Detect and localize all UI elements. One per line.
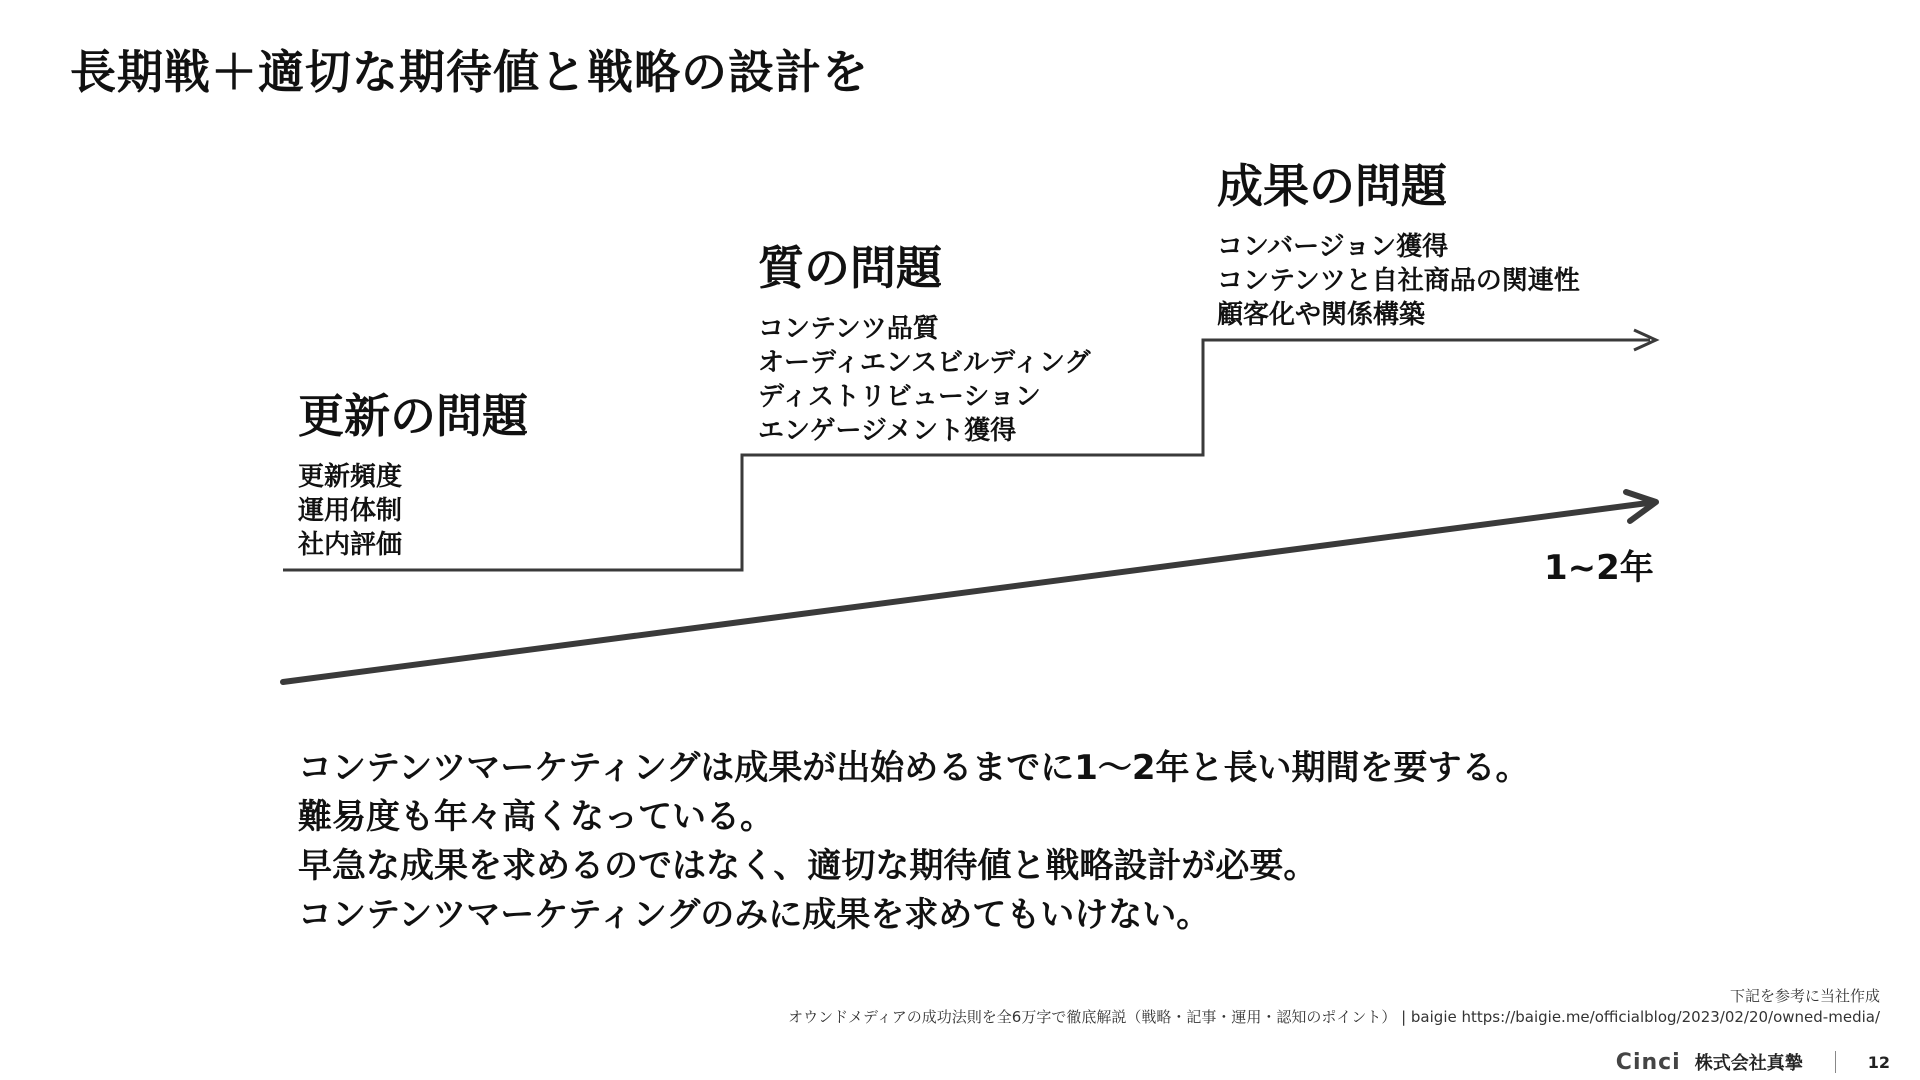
stage-items xyxy=(758,312,1091,448)
stage-item: コンテンツと自社商品の関連性 xyxy=(1217,266,1580,296)
stage-item: オーディエンスビルディング xyxy=(758,348,1091,378)
stage-item: 更新頻度 xyxy=(298,462,403,492)
period-label: 1~2年 xyxy=(1544,548,1654,588)
footer-divider xyxy=(1835,1051,1836,1073)
stage-title: 質の問題 xyxy=(758,241,942,295)
summary-line: 早急な成果を求めるのではなく、適切な期待値と戦略設計が必要。 xyxy=(298,846,1318,886)
stage-results xyxy=(1217,150,1580,332)
reference-note xyxy=(788,986,1880,1028)
summary-line: 難易度も年々高くなっている。 xyxy=(298,797,774,837)
stage-item: コンバージョン獲得 xyxy=(1217,232,1449,262)
stage-item: コンテンツ品質 xyxy=(758,314,939,344)
summary-line: コンテンツマーケティングのみに成果を求めてもいけない。 xyxy=(298,895,1211,935)
footer xyxy=(1616,1048,1890,1076)
stage-items xyxy=(1217,230,1580,332)
stage-update xyxy=(298,380,528,562)
stage-item: 運用体制 xyxy=(298,496,403,526)
summary-text xyxy=(298,744,1530,940)
summary-line: コンテンツマーケティングは成果が出始めるまでに1〜2年と長い期間を要する。 xyxy=(298,748,1530,788)
stage-item: エンゲージメント獲得 xyxy=(758,416,1017,446)
company-logo: Cinci xyxy=(1615,1049,1681,1075)
reference-source: オウンドメディアの成功法則を全6万字で徹底解説（戦略・記事・運用・認知のポイント） | baigie https://baigie.me/officialblog/2023/02/20/owned-media/ xyxy=(788,1008,1880,1026)
stage-item: 社内評価 xyxy=(298,530,403,560)
page-title: 長期戦＋適切な期待値と戦略の設計を xyxy=(70,45,869,99)
stage-items xyxy=(298,460,528,562)
page-number: 12 xyxy=(1867,1052,1890,1072)
stage-quality xyxy=(758,232,1091,448)
stage-title: 更新の問題 xyxy=(298,389,528,443)
reference-caption: 下記を参考に当社作成 xyxy=(1729,987,1880,1005)
company-name: 株式会社真摯 xyxy=(1694,1053,1803,1074)
stage-title: 成果の問題 xyxy=(1217,159,1447,213)
stage-item: ディストリビューション xyxy=(758,382,1041,412)
stage-item: 顧客化や関係構築 xyxy=(1217,300,1426,330)
